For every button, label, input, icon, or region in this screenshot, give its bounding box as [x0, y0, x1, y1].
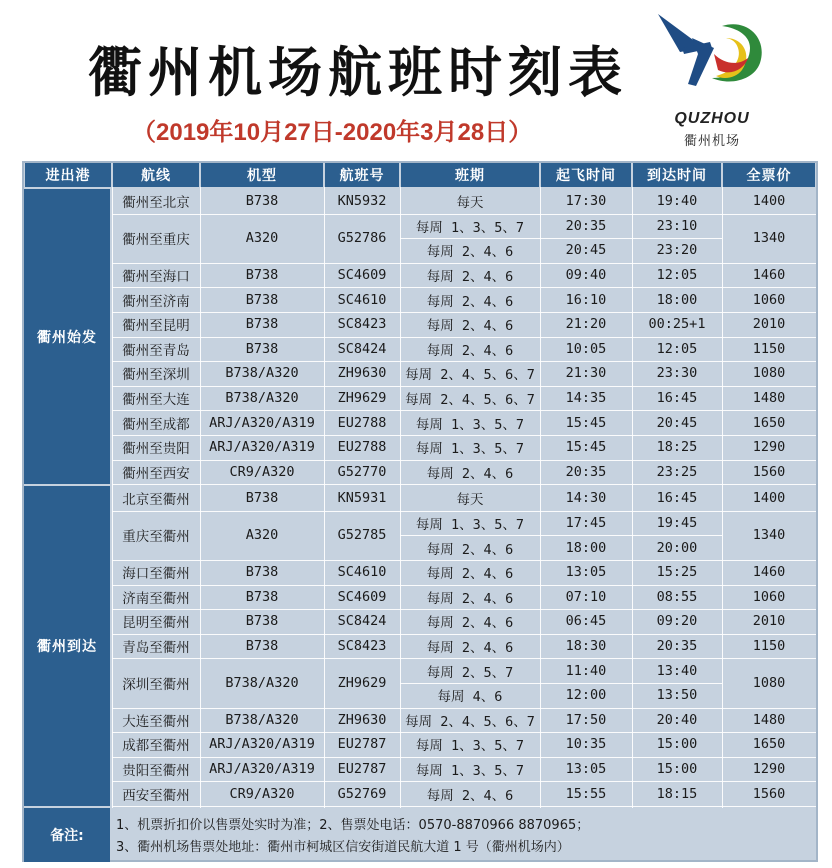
days-cell: 每周 2、4、6: [426, 787, 514, 804]
col-direction-header: 进出港: [25, 163, 111, 187]
column-divider: [324, 187, 325, 808]
price-cell: 1290: [752, 439, 786, 456]
column-divider: [112, 187, 113, 808]
aircraft-cell: B738: [245, 490, 279, 507]
flight-number-cell: SC8423: [337, 316, 387, 333]
route-cell: 海口至衢州: [122, 566, 190, 583]
days-cell: 每周 1、3、5、7: [415, 763, 525, 780]
route-cell: 青岛至衢州: [122, 640, 190, 657]
days-cell: 每周 2、4、6: [426, 342, 514, 359]
departure-cell: 18:00: [565, 539, 607, 556]
route-cell: 济南至衢州: [122, 590, 190, 607]
section-label: 衢州到达: [24, 486, 110, 806]
aircraft-cell: ARJ/A320/A319: [209, 736, 315, 753]
col-days-header: 班期: [401, 163, 539, 187]
arrival-cell: 12:05: [656, 267, 698, 284]
flight-number-cell: G52785: [337, 527, 387, 544]
price-cell: 1400: [752, 193, 786, 210]
days-cell: 每周 2、4、5、6、7: [405, 713, 535, 730]
arrival-cell: 23:20: [656, 242, 698, 259]
aircraft-cell: ARJ/A320/A319: [209, 439, 315, 456]
page-title: 衢州机场航班时刻表: [88, 40, 628, 104]
days-cell: 每周 2、4、6: [426, 269, 514, 286]
arrival-cell: 15:00: [656, 761, 698, 778]
arrival-cell: 23:30: [656, 365, 698, 382]
aircraft-cell: B738: [245, 267, 279, 284]
departure-cell: 15:45: [565, 439, 607, 456]
row-divider: [400, 238, 722, 239]
flight-number-cell: EU2787: [337, 761, 387, 778]
route-cell: 衢州至济南: [122, 293, 190, 310]
col-departure-header: 起飞时间: [541, 163, 631, 187]
col-aircraft-header: 机型: [201, 163, 323, 187]
col-route-header: 航线: [113, 163, 199, 187]
days-cell: 每天: [456, 492, 484, 509]
column-divider: [540, 187, 541, 808]
airport-logo: [652, 8, 770, 90]
departure-cell: 14:30: [565, 490, 607, 507]
note-line: 3、衢州机场售票处地址：衢州市柯城区信安街道民航大道 1 号（衢州机场内）: [116, 840, 570, 855]
aircraft-cell: CR9/A320: [229, 463, 295, 480]
flight-number-cell: G52770: [337, 463, 387, 480]
price-cell: 1400: [752, 490, 786, 507]
price-cell: 1290: [752, 761, 786, 778]
aircraft-cell: B738: [245, 340, 279, 357]
departure-cell: 10:35: [565, 736, 607, 753]
days-cell: 每周 2、4、6: [426, 615, 514, 632]
flight-number-cell: KN5931: [337, 490, 387, 507]
row-divider: [400, 683, 722, 684]
route-cell: 成都至衢州: [122, 738, 190, 755]
notes-label: 备注:: [24, 808, 110, 862]
departure-cell: 09:40: [565, 267, 607, 284]
logo-subtext: 衢州机场: [683, 134, 740, 149]
price-cell: 1080: [752, 365, 786, 382]
arrival-cell: 13:50: [656, 687, 698, 704]
days-cell: 每周 1、3、5、7: [415, 517, 525, 534]
route-cell: 深圳至衢州: [122, 676, 190, 693]
flight-schedule-table: [22, 161, 818, 862]
days-cell: 每周 1、3、5、7: [415, 219, 525, 236]
arrival-cell: 20:00: [656, 539, 698, 556]
flight-number-cell: ZH9629: [337, 674, 387, 691]
days-cell: 每周 2、4、6: [426, 541, 514, 558]
route-cell: 衢州至青岛: [122, 342, 190, 359]
price-cell: 1480: [752, 390, 786, 407]
column-divider: [200, 187, 201, 808]
departure-cell: 11:40: [565, 662, 607, 679]
price-cell: 1150: [752, 638, 786, 655]
flight-number-cell: SC4610: [337, 291, 387, 308]
flight-number-cell: EU2787: [337, 736, 387, 753]
days-cell: 每周 2、4、6: [426, 566, 514, 583]
arrival-cell: 19:40: [656, 193, 698, 210]
aircraft-cell: B738/A320: [225, 365, 299, 382]
days-cell: 每周 2、5、7: [426, 664, 514, 681]
column-divider: [400, 187, 401, 808]
days-cell: 每周 1、3、5、7: [415, 416, 525, 433]
arrival-cell: 13:40: [656, 662, 698, 679]
price-cell: 1650: [752, 736, 786, 753]
arrival-cell: 23:10: [656, 217, 698, 234]
departure-cell: 15:45: [565, 414, 607, 431]
departure-cell: 17:50: [565, 711, 607, 728]
aircraft-cell: A320: [245, 230, 279, 247]
column-divider: [722, 187, 723, 808]
flight-number-cell: ZH9630: [337, 365, 387, 382]
aircraft-cell: B738: [245, 613, 279, 630]
price-cell: 1060: [752, 588, 786, 605]
row-divider: [112, 484, 816, 485]
arrival-cell: 20:35: [656, 638, 698, 655]
departure-cell: 18:30: [565, 638, 607, 655]
logo-text: QUZHOU: [674, 110, 750, 127]
days-cell: 每周 2、4、6: [426, 318, 514, 335]
flight-number-cell: G52769: [337, 785, 387, 802]
departure-cell: 21:20: [565, 316, 607, 333]
arrival-cell: 16:45: [656, 490, 698, 507]
flight-number-cell: SC4609: [337, 588, 387, 605]
route-cell: 衢州至贵阳: [122, 441, 190, 458]
price-cell: 2010: [752, 613, 786, 630]
note-line: 1、机票折扣价以售票处实时为准；2、售票处电话：0570-8870966 8870965；: [116, 818, 590, 833]
col-arrival-header: 到达时间: [633, 163, 721, 187]
days-cell: 每天: [456, 195, 484, 212]
arrival-cell: 12:05: [656, 340, 698, 357]
days-cell: 每周 2、4、6: [426, 293, 514, 310]
route-cell: 重庆至衢州: [122, 529, 190, 546]
departure-cell: 13:05: [565, 564, 607, 581]
route-cell: 衢州至成都: [122, 416, 190, 433]
column-divider: [632, 187, 633, 808]
departure-cell: 07:10: [565, 588, 607, 605]
departure-cell: 15:55: [565, 785, 607, 802]
route-cell: 衢州至海口: [122, 269, 190, 286]
col-price-header: 全票价: [723, 163, 815, 187]
departure-cell: 12:00: [565, 687, 607, 704]
flight-number-cell: ZH9630: [337, 711, 387, 728]
arrival-cell: 16:45: [656, 390, 698, 407]
departure-cell: 17:30: [565, 193, 607, 210]
arrival-cell: 18:00: [656, 291, 698, 308]
flight-number-cell: KN5932: [337, 193, 387, 210]
aircraft-cell: B738: [245, 588, 279, 605]
arrival-cell: 20:45: [656, 414, 698, 431]
arrival-cell: 15:25: [656, 564, 698, 581]
arrival-cell: 08:55: [656, 588, 698, 605]
price-cell: 1560: [752, 463, 786, 480]
price-cell: 1340: [752, 527, 786, 544]
route-cell: 衢州至昆明: [122, 318, 190, 335]
arrival-cell: 09:20: [656, 613, 698, 630]
days-cell: 每周 2、4、5、6、7: [405, 367, 535, 384]
price-cell: 1340: [752, 230, 786, 247]
route-cell: 大连至衢州: [122, 713, 190, 730]
route-cell: 西安至衢州: [122, 787, 190, 804]
days-cell: 每周 2、4、6: [426, 465, 514, 482]
price-cell: 1650: [752, 414, 786, 431]
departure-cell: 06:45: [565, 613, 607, 630]
flight-number-cell: ZH9629: [337, 390, 387, 407]
flight-number-cell: SC8424: [337, 613, 387, 630]
price-cell: 1060: [752, 291, 786, 308]
row-divider: [400, 535, 722, 536]
aircraft-cell: B738/A320: [225, 674, 299, 691]
price-cell: 1460: [752, 267, 786, 284]
days-cell: 每周 2、4、5、6、7: [405, 392, 535, 409]
price-cell: 1480: [752, 711, 786, 728]
aircraft-cell: ARJ/A320/A319: [209, 414, 315, 431]
arrival-cell: 19:45: [656, 515, 698, 532]
flight-number-cell: SC8424: [337, 340, 387, 357]
aircraft-cell: B738: [245, 564, 279, 581]
aircraft-cell: CR9/A320: [229, 785, 295, 802]
price-cell: 1080: [752, 674, 786, 691]
days-cell: 每周 2、4、6: [426, 590, 514, 607]
arrival-cell: 20:40: [656, 711, 698, 728]
route-cell: 衢州至重庆: [122, 232, 190, 249]
route-cell: 昆明至衢州: [122, 615, 190, 632]
aircraft-cell: B738/A320: [225, 390, 299, 407]
flight-number-cell: EU2788: [337, 414, 387, 431]
flight-number-cell: G52786: [337, 230, 387, 247]
aircraft-cell: B738: [245, 638, 279, 655]
aircraft-cell: B738/A320: [225, 711, 299, 728]
days-cell: 每周 1、3、5、7: [415, 441, 525, 458]
col-flight-no-header: 航班号: [325, 163, 399, 187]
departure-cell: 21:30: [565, 365, 607, 382]
flight-number-cell: SC4609: [337, 267, 387, 284]
route-cell: 贵阳至衢州: [122, 763, 190, 780]
aircraft-cell: ARJ/A320/A319: [209, 761, 315, 778]
flight-number-cell: SC8423: [337, 638, 387, 655]
row-divider: [112, 806, 816, 807]
departure-cell: 20:35: [565, 217, 607, 234]
days-cell: 每周 1、3、5、7: [415, 738, 525, 755]
arrival-cell: 23:25: [656, 463, 698, 480]
aircraft-cell: A320: [245, 527, 279, 544]
departure-cell: 14:35: [565, 390, 607, 407]
days-cell: 每周 2、4、6: [426, 244, 514, 261]
route-cell: 衢州至大连: [122, 392, 190, 409]
departure-cell: 10:05: [565, 340, 607, 357]
departure-cell: 20:35: [565, 463, 607, 480]
aircraft-cell: B738: [245, 193, 279, 210]
route-cell: 衢州至西安: [122, 465, 190, 482]
route-cell: 北京至衢州: [122, 492, 190, 509]
flight-number-cell: SC4610: [337, 564, 387, 581]
departure-cell: 17:45: [565, 515, 607, 532]
departure-cell: 16:10: [565, 291, 607, 308]
flight-number-cell: EU2788: [337, 439, 387, 456]
departure-cell: 13:05: [565, 761, 607, 778]
arrival-cell: 18:25: [656, 439, 698, 456]
price-cell: 1150: [752, 340, 786, 357]
section-label: 衢州始发: [24, 189, 110, 484]
route-cell: 衢州至深圳: [122, 367, 190, 384]
aircraft-cell: B738: [245, 316, 279, 333]
days-cell: 每周 2、4、6: [426, 640, 514, 657]
aircraft-cell: B738: [245, 291, 279, 308]
departure-cell: 20:45: [565, 242, 607, 259]
route-cell: 衢州至北京: [122, 195, 190, 212]
price-cell: 1560: [752, 785, 786, 802]
arrival-cell: 18:15: [656, 785, 698, 802]
arrival-cell: 00:25+1: [648, 316, 706, 333]
price-cell: 1460: [752, 564, 786, 581]
days-cell: 每周 4、6: [437, 689, 503, 706]
date-range-subtitle: （2019年10月27日-2020年3月28日）: [132, 119, 533, 146]
price-cell: 2010: [752, 316, 786, 333]
arrival-cell: 15:00: [656, 736, 698, 753]
